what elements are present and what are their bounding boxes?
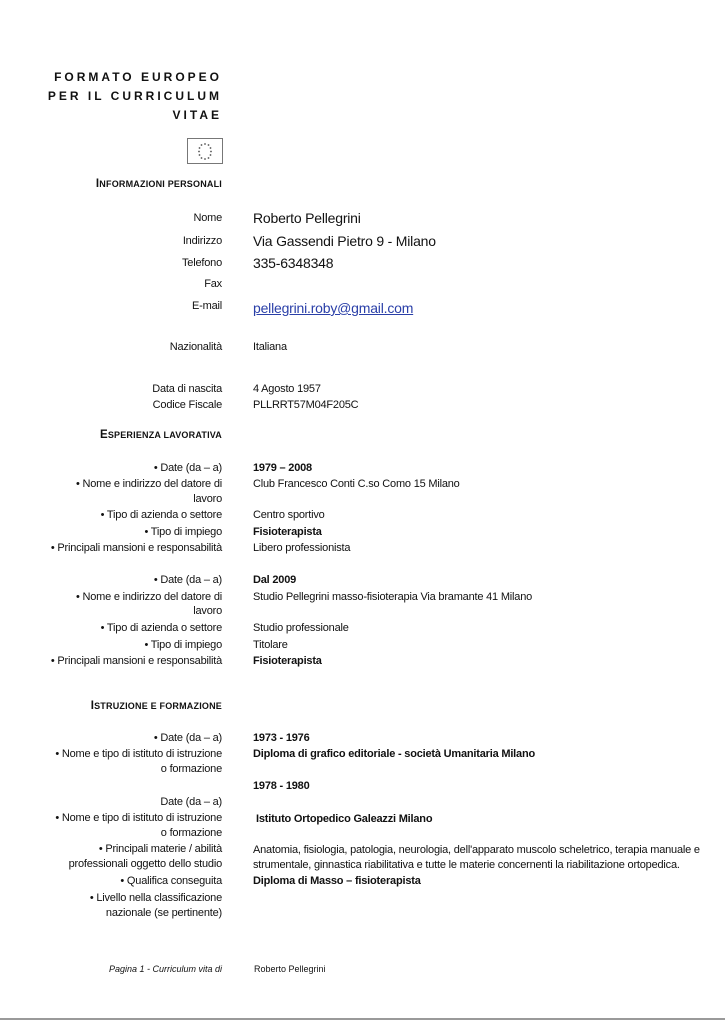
value-job1-tipo-azienda: Centro sportivo bbox=[253, 509, 325, 521]
value-edu1-date: 1973 - 1976 bbox=[253, 732, 310, 744]
label-job2-tipo-impiego: • Tipo di impiego bbox=[144, 639, 222, 651]
section-personal-info: INFORMAZIONI PERSONALI bbox=[95, 178, 222, 190]
label-codice-fiscale: Codice Fiscale bbox=[152, 399, 222, 411]
bottom-rule bbox=[0, 1018, 725, 1020]
label-job1-datore: • Nome e indirizzo del datore di bbox=[75, 478, 222, 490]
label-indirizzo: Indirizzo bbox=[182, 235, 222, 247]
value-telefono: 335-6348348 bbox=[253, 255, 334, 271]
section-work-experience: ESPERIENZA LAVORATIVA bbox=[99, 429, 222, 441]
value-job2-tipo-azienda: Studio professionale bbox=[253, 622, 349, 634]
label-job2-datore: • Nome e indirizzo del datore di bbox=[75, 591, 222, 603]
label-job1-tipo-azienda: • Tipo di azienda o settore bbox=[100, 509, 222, 521]
email-link[interactable]: pellegrini.roby@gmail.com bbox=[253, 300, 414, 316]
footer-page-label: Pagina 1 - Curriculum vita di bbox=[108, 964, 222, 974]
value-edu2-qualifica: Diploma di Masso – fisioterapista bbox=[253, 875, 421, 887]
label-edu1-istituto: • Nome e tipo di istituto di istruzione bbox=[55, 748, 222, 760]
label-job1-mansioni: • Principali mansioni e responsabilità bbox=[50, 542, 222, 554]
label-edu2-istituto-2: o formazione bbox=[160, 827, 222, 839]
value-data-nascita: 4 Agosto 1957 bbox=[253, 383, 321, 395]
value-edu1-istituto: Diploma di grafico editoriale - società Umanitaria Milano bbox=[253, 748, 535, 760]
value-job2-tipo-impiego: Titolare bbox=[253, 639, 288, 651]
value-edu2-date: 1978 - 1980 bbox=[253, 780, 310, 792]
value-edu2-istituto: Istituto Ortopedico Galeazzi Milano bbox=[256, 813, 433, 825]
label-edu2-livello-2: nazionale (se pertinente) bbox=[105, 907, 222, 919]
value-job2-mansioni: Fisioterapista bbox=[253, 655, 322, 667]
value-job1-tipo-impiego: Fisioterapista bbox=[253, 526, 322, 538]
value-edu2-materie-2: strumentale, ginnastica riabilitativa e tutte le materie concernenti la riabilitazione ortopedica. bbox=[253, 859, 680, 871]
label-email: E-mail bbox=[192, 300, 222, 312]
cv-title-line-3: VITAE bbox=[172, 108, 222, 122]
value-nazionalita: Italiana bbox=[253, 341, 287, 353]
label-data-nascita: Data di nascita bbox=[152, 383, 222, 395]
value-job2-datore: Studio Pellegrini masso-fisioterapia Via bramante 41 Milano bbox=[253, 591, 533, 603]
value-job1-datore: Club Francesco Conti C.so Como 15 Milano bbox=[253, 478, 460, 490]
label-job1-tipo-impiego: • Tipo di impiego bbox=[144, 526, 222, 538]
value-job1-date: 1979 – 2008 bbox=[253, 462, 312, 474]
value-job1-mansioni: Libero professionista bbox=[253, 542, 351, 554]
value-nome: Roberto Pellegrini bbox=[253, 210, 361, 226]
cv-title-line-2: PER IL CURRICULUM bbox=[47, 89, 222, 103]
value-edu2-materie-1: Anatomia, fisiologia, patologia, neurologia, dell'apparato muscolo scheletrico, terapia manuale e bbox=[253, 844, 700, 856]
label-edu2-istituto: • Nome e tipo di istituto di istruzione bbox=[55, 812, 222, 824]
label-edu1-istituto-2: o formazione bbox=[160, 763, 222, 775]
section-education: ISTRUZIONE E FORMAZIONE bbox=[90, 700, 222, 712]
value-codice-fiscale: PLLRRT57M04F205C bbox=[253, 399, 359, 411]
label-edu2-date: Date (da – a) bbox=[160, 796, 222, 808]
value-indirizzo: Via Gassendi Pietro 9 - Milano bbox=[253, 233, 436, 249]
label-edu1-date: • Date (da – a) bbox=[153, 732, 222, 744]
cv-title-line-1: FORMATO EUROPEO bbox=[54, 70, 222, 84]
value-job2-date: Dal 2009 bbox=[253, 574, 297, 586]
label-nome: Nome bbox=[193, 212, 222, 224]
label-job2-mansioni: • Principali mansioni e responsabilità bbox=[50, 655, 222, 667]
label-job2-date: • Date (da – a) bbox=[153, 574, 222, 586]
label-job1-date: • Date (da – a) bbox=[153, 462, 222, 474]
footer-name: Roberto Pellegrini bbox=[254, 964, 326, 974]
label-edu2-qualifica: • Qualifica conseguita bbox=[120, 875, 222, 887]
label-edu2-materie-2: professionali oggetto dello studio bbox=[68, 858, 222, 870]
label-telefono: Telefono bbox=[182, 257, 222, 269]
eu-flag-icon bbox=[187, 138, 223, 164]
label-edu2-livello: • Livello nella classificazione bbox=[89, 892, 222, 904]
label-nazionalita: Nazionalità bbox=[169, 341, 222, 353]
label-job2-tipo-azienda: • Tipo di azienda o settore bbox=[100, 622, 222, 634]
label-edu2-materie: • Principali materie / abilità bbox=[98, 843, 222, 855]
label-fax: Fax bbox=[204, 278, 222, 290]
label-job2-datore-2: lavoro bbox=[193, 605, 222, 617]
label-job1-datore-2: lavoro bbox=[193, 493, 222, 505]
